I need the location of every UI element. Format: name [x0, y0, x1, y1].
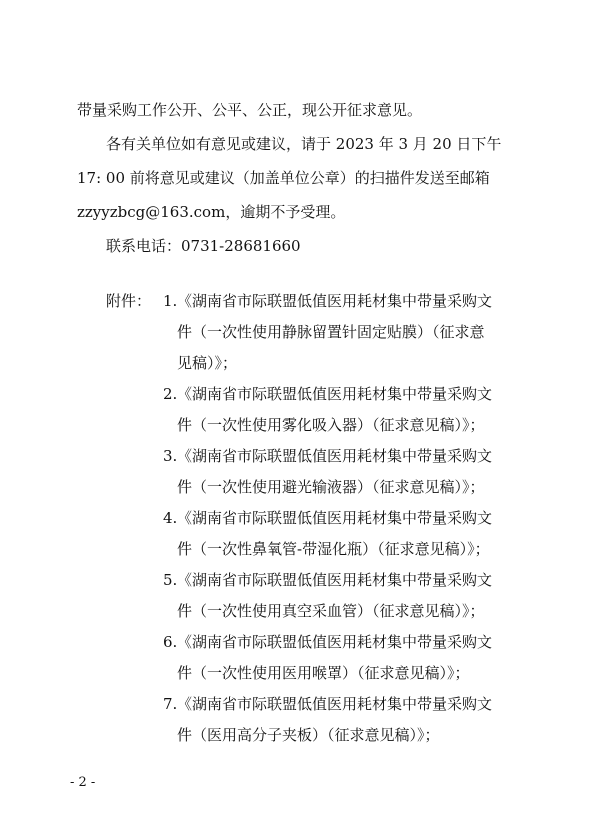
attachment-line: 《湖南省市际联盟低值医用耗材集中带量采购文 — [177, 571, 493, 589]
attachment-line: 《湖南省市际联盟低值医用耗材集中带量采购文 — [177, 385, 493, 403]
attachment-number: 5. — [163, 571, 178, 589]
attachment-line: 见稿）》； — [177, 354, 238, 372]
attachment-line: 件（一次性使用雾化吸入器）（征求意见稿）》； — [177, 416, 485, 434]
attachment-line: 件（一次性使用避光输液器）（征求意见稿）》； — [177, 478, 485, 496]
attachment-line: 件（医用高分子夹板）（征求意见稿）》； — [177, 726, 440, 744]
attachment-line: 《湖南省市际联盟低值医用耗材集中带量采购文 — [177, 292, 493, 310]
contact-phone: 联系电话：0731-28681660 — [106, 237, 301, 255]
attachment-line: 件（一次性使用静脉留置针固定贴膜）（征求意 — [177, 323, 485, 341]
attachments-label: 附件： — [106, 292, 152, 310]
page-number: - 2 - — [70, 775, 96, 790]
attachment-number: 1. — [163, 292, 178, 310]
attachment-number: 7. — [163, 695, 178, 713]
attachment-line: 件（一次性使用真空采血管）（征求意见稿）》； — [177, 602, 485, 620]
attachment-line: 《湖南省市际联盟低值医用耗材集中带量采购文 — [177, 633, 493, 651]
attachment-line: 《湖南省市际联盟低值医用耗材集中带量采购文 — [177, 509, 493, 527]
attachment-line: 件（一次性鼻氧管-带湿化瓶）（征求意见稿）》； — [177, 540, 490, 558]
body-paragraph-line: 各有关单位如有意见或建议，请于 2023 年 3 月 20 日下午 — [106, 135, 502, 153]
attachment-line: 件（一次性使用医用喉罩）（征求意见稿）》； — [177, 664, 470, 682]
attachment-number: 2. — [163, 385, 178, 403]
email-line: zzyyzbcg@163.com，逾期不予受理。 — [77, 203, 346, 221]
attachment-line: 《湖南省市际联盟低值医用耗材集中带量采购文 — [177, 447, 493, 465]
attachment-line: 《湖南省市际联盟低值医用耗材集中带量采购文 — [177, 695, 493, 713]
body-paragraph-line: 带量采购工作公开、公平、公正，现公开征求意见。 — [77, 101, 423, 119]
body-paragraph-line: 17: 00 前将意见或建议（加盖单位公章）的扫描件发送至邮箱 — [77, 169, 490, 187]
attachment-number: 4. — [163, 509, 178, 527]
attachment-number: 3. — [163, 447, 178, 465]
attachment-number: 6. — [163, 633, 178, 651]
